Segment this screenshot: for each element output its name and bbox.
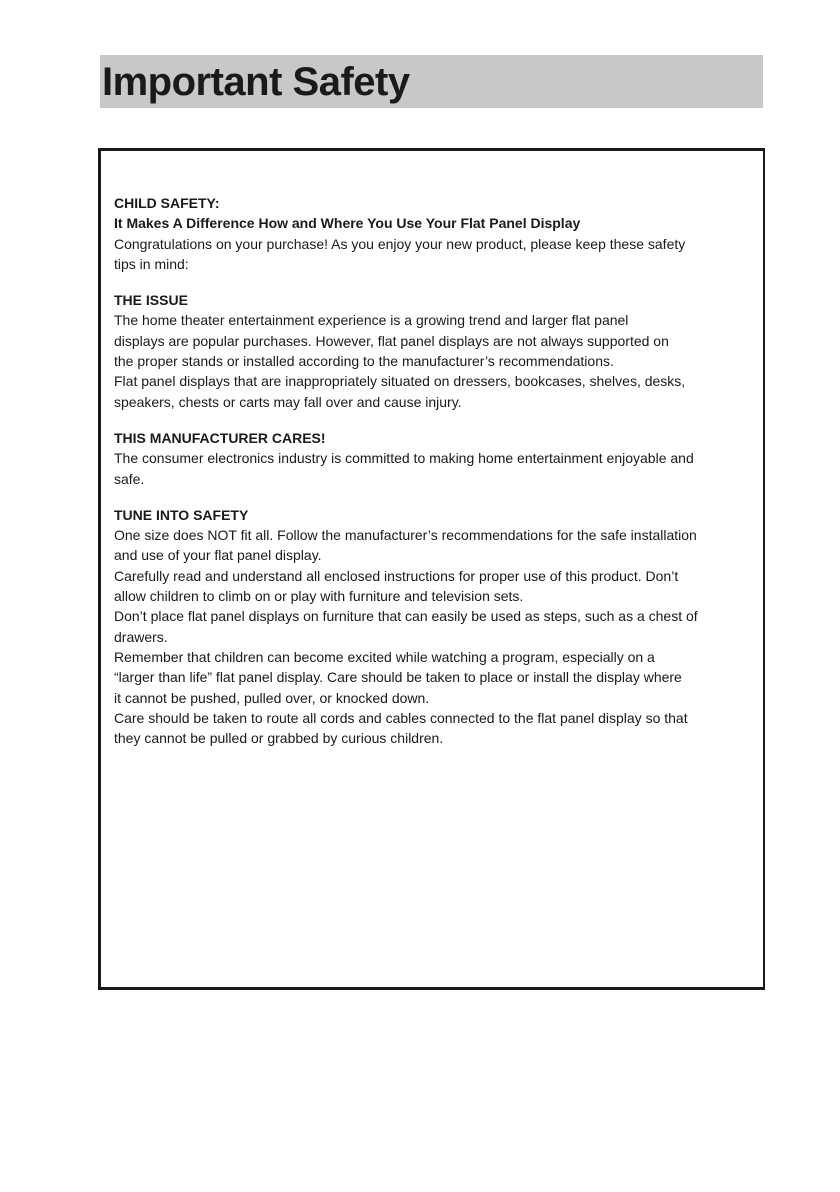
body-text-line: Carefully read and understand all enclosed instructions for proper use of this product. Don’t	[114, 567, 679, 584]
body-text-line: Flat panel displays that are inappropriately situated on dressers, bookcases, shelves, desks,	[114, 373, 686, 390]
body-text-line: The home theater entertainment experience is a growing trend and larger flat panel	[114, 312, 629, 329]
body-text-line: Care should be taken to route all cords and cables connected to the flat panel display so that	[114, 709, 688, 726]
safety-box	[98, 148, 765, 989]
title-band	[100, 55, 763, 108]
section-heading: TUNE INTO SAFETY	[114, 506, 249, 523]
page-title: Important Safety	[102, 60, 410, 104]
body-text-line: One size does NOT fit all. Follow the manufacturer’s recommendations for the safe installation	[114, 527, 697, 544]
body-text-line: safe.	[114, 470, 145, 487]
body-text-line: it cannot be pushed, pulled over, or knocked down.	[114, 689, 430, 706]
body-text-line: and use of your flat panel display.	[114, 547, 322, 564]
section-heading: CHILD SAFETY:	[114, 195, 220, 211]
body-text-line: tips in mind:	[114, 255, 189, 272]
body-text-line: allow children to climb on or play with furniture and television sets.	[114, 588, 524, 605]
body-text-line: Don’t place flat panel displays on furniture that can easily be used as steps, such as a chest of	[114, 608, 698, 625]
body-text-line: Congratulations on your purchase! As you enjoy your new product, please keep these safety	[114, 235, 686, 252]
body-text-line: drawers.	[114, 628, 168, 645]
section	[114, 193, 698, 274]
body-text-line: displays are popular purchases. However, flat panel displays are not always supported on	[114, 332, 669, 349]
safety-content	[114, 193, 698, 764]
section	[114, 428, 698, 489]
body-text-line: they cannot be pulled or grabbed by curious children.	[114, 730, 444, 747]
body-text-line: “larger than life” flat panel display. Care should be taken to place or install the display where	[114, 669, 682, 686]
section-subheading: It Makes A Difference How and Where You Use Your Flat Panel Display	[114, 215, 581, 232]
section-heading: THIS MANUFACTURER CARES!	[114, 429, 326, 446]
body-text-line: The consumer electronics industry is committed to making home entertainment enjoyable and	[114, 450, 694, 467]
section	[114, 290, 698, 412]
section	[114, 505, 698, 749]
body-text-line: the proper stands or installed according to the manufacturer’s recommendations.	[114, 353, 614, 370]
body-text-line: speakers, chests or carts may fall over and cause injury.	[114, 393, 462, 410]
section-heading: THE ISSUE	[114, 292, 188, 309]
body-text-line: Remember that children can become excited while watching a program, especially on a	[114, 648, 655, 665]
box-bottom-rule	[98, 989, 765, 990]
